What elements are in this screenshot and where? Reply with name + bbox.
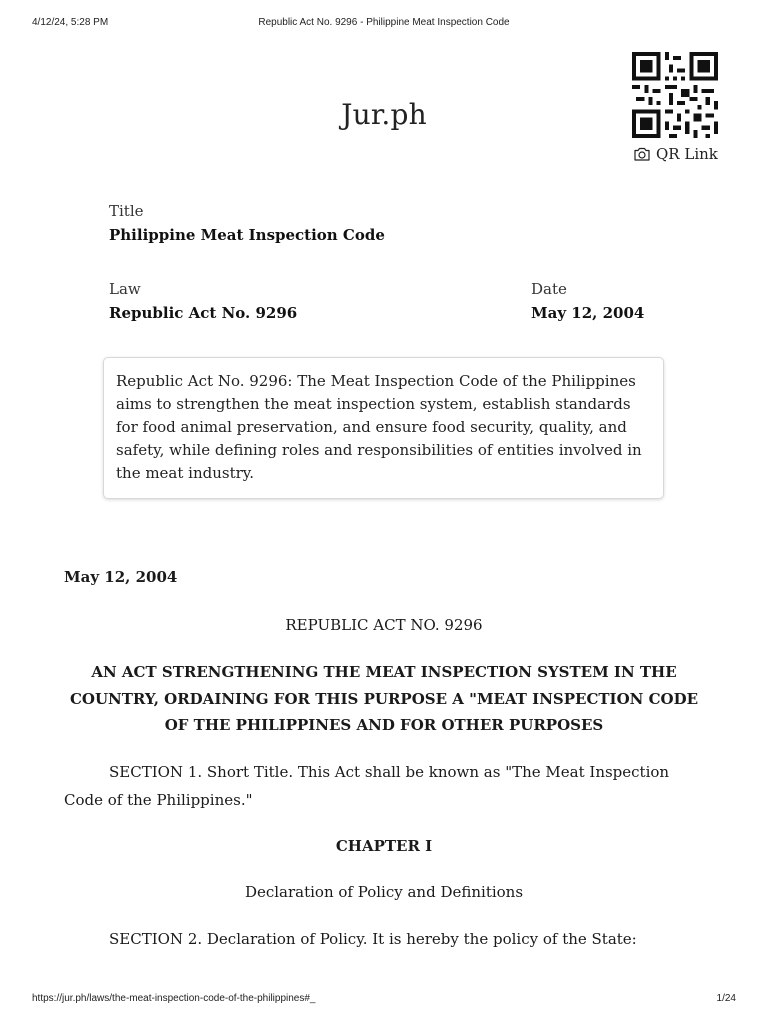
- law-value: Republic Act No. 9296: [109, 304, 298, 322]
- section-1: SECTION 1. Short Title. This Act shall be known as "The Meat Inspection Code of the Philippines.": [64, 763, 670, 809]
- act-number: REPUBLIC ACT NO. 9296: [285, 616, 483, 634]
- section-2: SECTION 2. Declaration of Policy. It is hereby the policy of the State:: [109, 930, 637, 948]
- summary-box: Republic Act No. 9296: The Meat Inspection Code of the Philippines aims to strengthen the meat inspection system, establish standards for food animal preservation, and ensure food security, quality, and safety, while defining roles and responsibilities of entities involved in the meat industry.: [103, 357, 664, 499]
- print-url[interactable]: https://jur.ph/laws/the-meat-inspection-code-of-the-philippines#_: [32, 993, 316, 1004]
- print-header: [32, 17, 736, 31]
- title-label: Title: [109, 202, 144, 220]
- date-label: Date: [531, 280, 567, 298]
- page-number: 1/24: [716, 993, 736, 1004]
- print-footer: [32, 993, 736, 1007]
- chapter-heading: CHAPTER I: [335, 837, 433, 855]
- title-value: Philippine Meat Inspection Code: [109, 226, 385, 244]
- act-heading: AN ACT STRENGTHENING THE MEAT INSPECTION SYSTEM IN THE COUNTRY, ORDAINING FOR THIS PURPOSE A "MEAT INSPECTION CODE OF THE PHILIPPINES AND FOR OTHER PURPOSES: [69, 663, 699, 734]
- camera-icon: [633, 146, 651, 162]
- law-label: Law: [109, 280, 141, 298]
- document-date: May 12, 2004: [64, 568, 178, 586]
- chapter-title: Declaration of Policy and Definitions: [244, 883, 524, 901]
- date-value: May 12, 2004: [531, 304, 645, 322]
- qr-link[interactable]: [633, 144, 718, 164]
- qr-code[interactable]: [632, 52, 718, 138]
- qr-link-label: QR Link: [656, 145, 718, 163]
- print-datetime: 4/12/24, 5:28 PM: [32, 17, 109, 28]
- print-doc-title: Republic Act No. 9296 - Philippine Meat Inspection Code: [258, 17, 510, 28]
- site-brand[interactable]: Jur.ph: [341, 98, 427, 131]
